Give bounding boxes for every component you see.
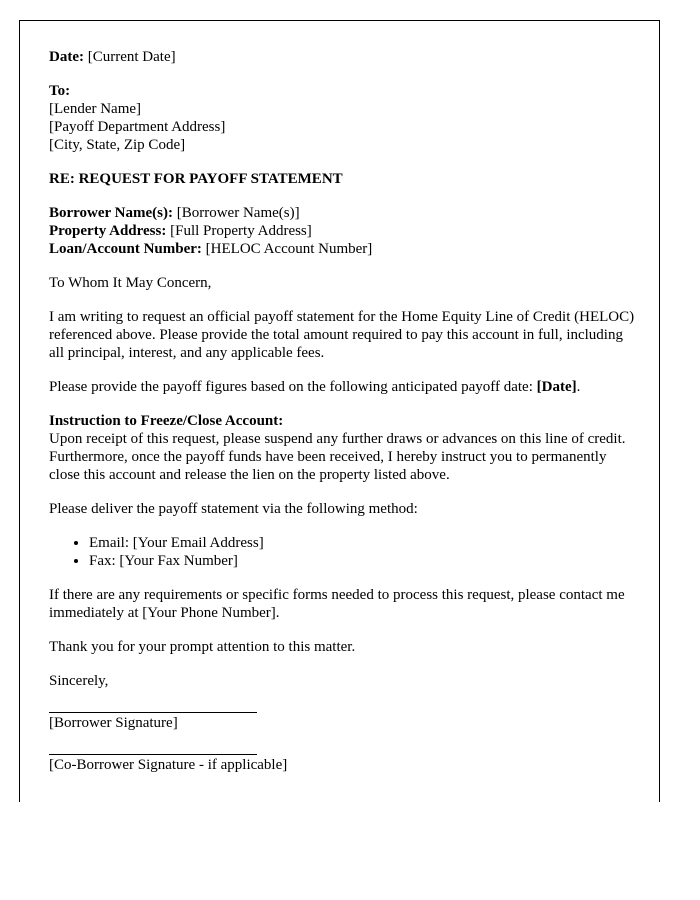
letter-page [19,20,660,802]
date-value: [Current Date] [83,49,176,65]
delivery-method-email: • Email: [Your Email Address] [89,534,639,552]
letter-content [49,48,639,774]
delivery-methods-list [49,534,639,570]
payoff-date-end: . [576,379,581,395]
lender-city-state-zip: [City, State, Zip Code] [49,137,186,153]
co-borrower-signature-line [49,754,257,755]
freeze-text: Upon receipt of this request, please suspend any further draws or advances on this line of credit. Furthermore, once the payoff funds have been received, I hereby instruct you to permanently close this account and release the lien on the property listed above. [49,431,626,483]
payoff-date-text: Please provide the payoff figures based on the following anticipated payoff date: [49,379,537,395]
closing: Sincerely, [49,673,109,689]
delivery-intro: Please deliver the payoff statement via the following method: [49,501,418,517]
contact-paragraph: If there are any requirements or specific forms needed to process this request, please contact me immediately at [Your Phone Number]. [49,587,625,621]
property-address-value: [Full Property Address] [166,223,312,239]
account-number-label: Loan/Account Number: [49,241,202,257]
borrower-name-value: [Borrower Name(s)] [172,205,300,221]
recipient-block [49,82,639,154]
loan-details [49,204,639,258]
payoff-date-value: [Date] [536,379,577,395]
delivery-method-fax: • Fax: [Your Fax Number] [89,552,639,570]
borrower-name-label: Borrower Name(s): [49,205,173,221]
borrower-signature-line [49,712,257,713]
borrower-signature-label: [Borrower Signature] [49,715,178,731]
co-borrower-signature-label: [Co-Borrower Signature - if applicable] [49,757,288,773]
salutation: To Whom It May Concern, [49,275,212,291]
payoff-date-paragraph [49,378,639,396]
date-label: Date: [49,49,84,65]
thanks-paragraph: Thank you for your prompt attention to this matter. [49,639,356,655]
lender-address: [Payoff Department Address] [49,119,226,135]
date-line [49,48,639,66]
subject-line: RE: REQUEST FOR PAYOFF STATEMENT [49,171,343,187]
lender-name: [Lender Name] [49,101,142,117]
freeze-heading: Instruction to Freeze/Close Account: [49,413,284,429]
to-label: To: [49,83,71,99]
account-number-value: [HELOC Account Number] [201,241,373,257]
request-paragraph: I am writing to request an official payoff statement for the Home Equity Line of Credit (HELOC) referenced above. Please provide the total amount required to pay this account in full, including all principal, interest, and any applicable fees. [49,309,635,361]
property-address-label: Property Address: [49,223,167,239]
freeze-instruction [49,412,639,484]
